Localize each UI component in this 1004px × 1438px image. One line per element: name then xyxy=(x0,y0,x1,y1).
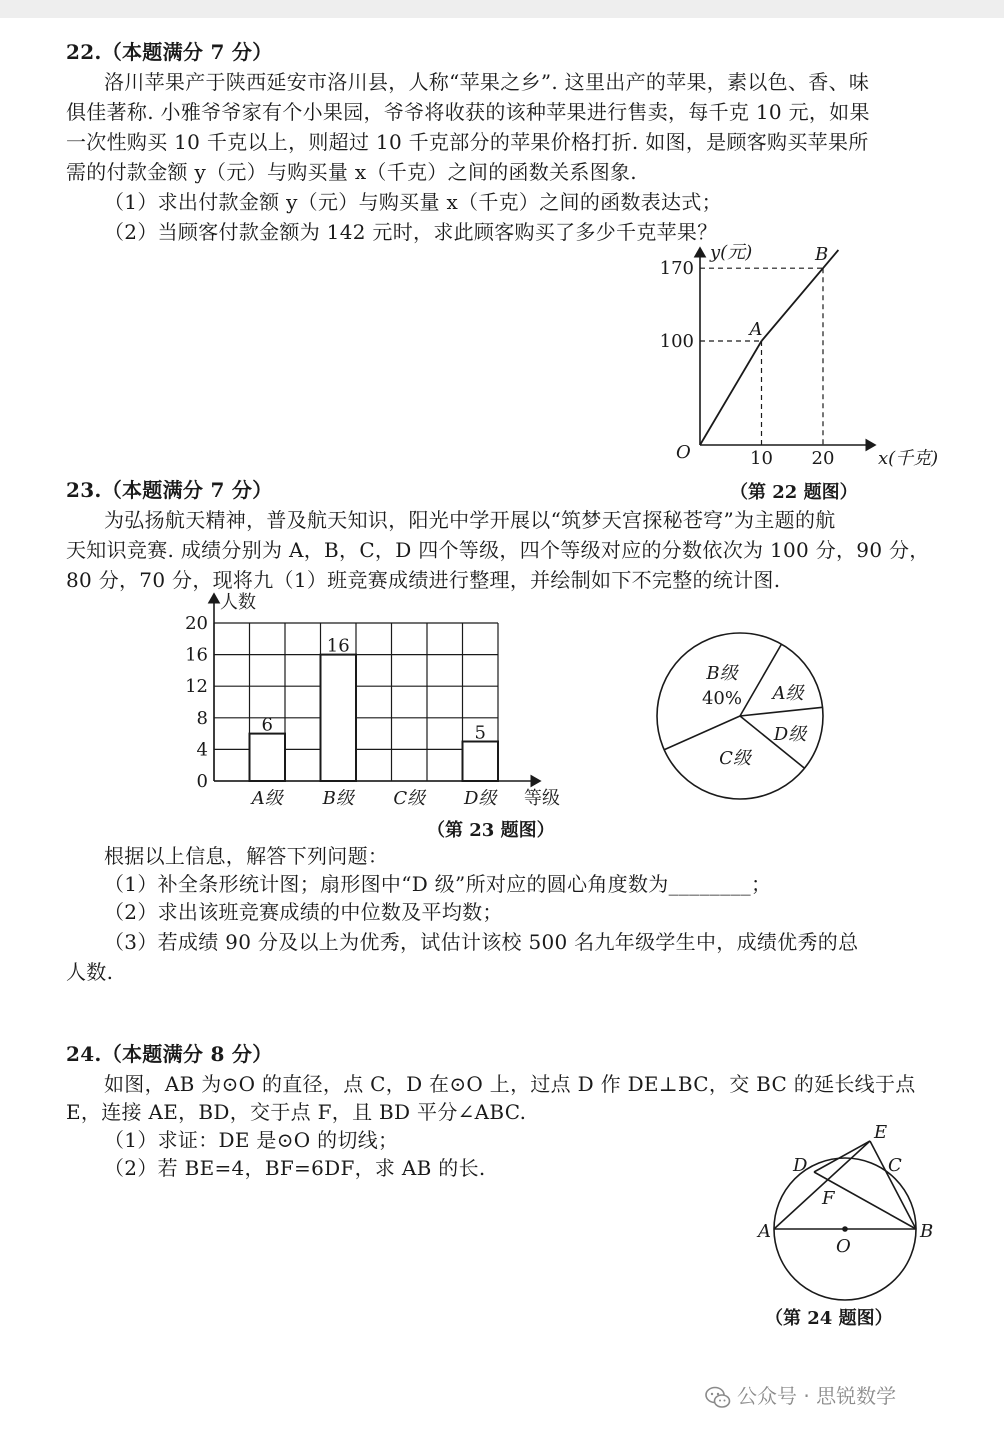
pie-slice-boundary xyxy=(664,716,740,750)
q23-question-3: （3）若成绩 90 分及以上为优秀，试估计该校 500 名九年级学生中，成绩优秀的总 xyxy=(104,930,859,954)
q24-question-1: （1）求证：DE 是⊙O 的切线； xyxy=(104,1128,399,1152)
y-tick-label: 16 xyxy=(185,644,208,666)
pie-label-c: C级 xyxy=(719,748,751,769)
q23-instruction: 根据以上信息，解答下列问题： xyxy=(104,844,389,868)
y-tick-label: 8 xyxy=(196,707,208,729)
center-point xyxy=(842,1226,848,1232)
pie-percent-b: 40% xyxy=(701,688,743,709)
bar xyxy=(463,742,499,782)
q22-line: 需的付款金额 y（元）与购买量 x（千克）之间的函数关系图象. xyxy=(66,160,637,184)
bar xyxy=(321,655,357,781)
wechat-icon xyxy=(705,1385,731,1411)
x-tick-label: 10 xyxy=(750,448,773,469)
bar-value-label: 5 xyxy=(474,722,486,744)
top-bar xyxy=(0,0,1004,18)
bar-value-label: 6 xyxy=(261,714,273,736)
q22-question-1: （1）求出付款金额 y（元）与购买量 x（千克）之间的函数表达式； xyxy=(104,190,722,214)
y-tick-label: 170 xyxy=(659,258,694,280)
y-tick-label: 20 xyxy=(185,613,208,634)
q23-line: 天知识竞赛. 成绩分别为 A，B，C，D 四个等级，四个等级对应的分数依次为 100 分，90 分， xyxy=(66,538,930,562)
x-axis-label: x(千克) xyxy=(878,448,939,469)
q22-question-2: （2）当顾客付款金额为 142 元时，求此顾客购买了多少千克苹果？ xyxy=(104,220,718,244)
bar xyxy=(250,734,286,781)
pie-label-b: B级 xyxy=(706,663,738,684)
pie-label-a: A级 xyxy=(772,683,804,704)
pie-slice-boundary xyxy=(740,707,823,716)
q24-heading: 24.（本题满分 8 分） xyxy=(66,1042,273,1066)
q23-pie-chart xyxy=(650,628,850,828)
label-d: D xyxy=(793,1155,808,1176)
q23-question-3-tail: 人数. xyxy=(66,960,114,984)
pie-slice-boundary xyxy=(740,644,782,716)
label-a: A xyxy=(758,1221,771,1242)
x-tick-label: A级 xyxy=(251,788,283,809)
q24-question-2: （2）若 BE=4，BF=6DF，求 AB 的长. xyxy=(104,1156,486,1180)
q24-line: E，连接 AE，BD，交于点 F，且 BD 平分∠ABC. xyxy=(66,1100,527,1124)
q23-line: 80 分，70 分，现将九（1）班竞赛成绩进行整理，并绘制如下不完整的统计图. xyxy=(66,568,781,592)
y-tick-label: 12 xyxy=(185,676,208,698)
pie-label-d: D级 xyxy=(773,724,807,745)
q24-line: 如图，AB 为⊙O 的直径，点 C，D 在⊙O 上，过点 D 作 DE⊥BC，交 BC 的延长线于点 xyxy=(104,1072,916,1096)
segment-oa xyxy=(700,341,762,445)
point-a-label: A xyxy=(749,319,763,340)
q23-question-1: （1）补全条形统计图；扇形图中“D 级”所对应的圆心角度数为________； xyxy=(104,872,772,896)
label-f: F xyxy=(822,1188,835,1209)
label-o: O xyxy=(836,1236,851,1257)
q24-circle-figure xyxy=(750,1120,950,1310)
q22-line: 一次性购买 10 千克以上，则超过 10 千克部分的苹果价格打折. 如图，是顾客购买苹果所 xyxy=(66,130,869,154)
y-tick-label: 100 xyxy=(659,331,694,352)
q23-heading: 23.（本题满分 7 分） xyxy=(66,478,273,502)
q23-figure-caption: （第 23 题图） xyxy=(427,820,555,841)
chart-y-label: 人数 xyxy=(220,592,256,613)
watermark-text: 公众号 · 思锐数学 xyxy=(737,1384,897,1408)
q23-line: 为弘扬航天精神，普及航天知识，阳光中学开展以“筑梦天宫探秘苍穹”为主题的航 xyxy=(104,508,836,532)
q22-line: 俱佳著称. 小雅爷爷家有个小果园，爷爷将收获的该种苹果进行售卖，每千克 10 元，如果 xyxy=(66,100,870,124)
label-b: B xyxy=(920,1221,934,1242)
x-tick-label: B级 xyxy=(322,788,354,809)
x-tick-label: C级 xyxy=(393,788,426,809)
y-tick-label: 0 xyxy=(196,771,208,792)
q23-question-2: （2）求出该班竞赛成绩的中位数及平均数； xyxy=(104,900,503,924)
q24-figure-caption: （第 24 题图） xyxy=(765,1308,893,1329)
y-axis-label: y(元) xyxy=(710,242,753,263)
y-tick-label: 4 xyxy=(196,739,208,761)
watermark xyxy=(705,1380,896,1411)
q23-bar-chart xyxy=(180,592,580,812)
bar-value-label: 16 xyxy=(326,635,350,657)
point-b-label: B xyxy=(815,244,829,266)
x-tick-label: D级 xyxy=(464,788,497,809)
q22-line: 洛川苹果产于陕西延安市洛川县，人称“苹果之乡”. 这里出产的苹果，素以色、香、味 xyxy=(104,70,870,94)
label-e: E xyxy=(874,1122,888,1143)
label-c: C xyxy=(888,1155,902,1176)
q22-function-graph xyxy=(659,240,960,469)
x-tick-label: 20 xyxy=(811,448,835,469)
q22-figure-caption: （第 22 题图） xyxy=(730,482,858,503)
q22-heading: 22.（本题满分 7 分） xyxy=(66,40,273,64)
chart-x-label: 等级 xyxy=(524,788,560,809)
origin-label: O xyxy=(676,442,691,463)
